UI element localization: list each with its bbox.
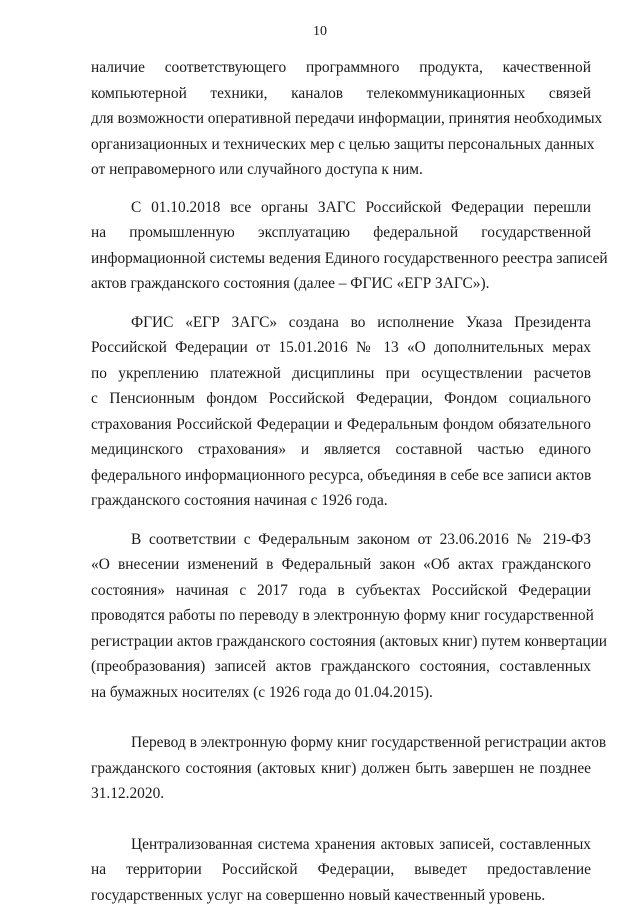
text-line: медицинского страхования» и является составной частью единого	[91, 437, 591, 463]
text-line: регистрации актов гражданского состояния (актовых книг) путем конвертации	[91, 629, 591, 655]
text-line: для возможности оперативной передачи информации, принятия необходимых	[91, 106, 591, 132]
text-line: гражданского состояния (актовых книг) должен быть завершен не позднее	[91, 756, 591, 782]
text-line: Перевод в электронную форму книг государственной регистрации актов	[91, 730, 591, 756]
text-line: на промышленную эксплуатацию федеральной государственной	[91, 220, 591, 246]
text-line: с Пенсионным фондом Российской Федерации, Фондом социального	[91, 386, 591, 412]
text-line: от неправомерного или случайного доступа к ним.	[91, 157, 591, 183]
text-line: наличие соответствующего программного продукта, качественной	[91, 55, 591, 81]
text-line: федерального информационного ресурса, объединяя в себе все записи актов	[91, 463, 591, 489]
text-line: государственных услуг на совершенно новый качественный уровень.	[91, 883, 591, 908]
text-line: ФГИС «ЕГР ЗАГС» создана во исполнение Указа Президента	[91, 310, 591, 336]
text-line: состояния» начиная с 2017 года в субъектах Российской Федерации	[91, 578, 591, 604]
text-line: Централизованная система хранения актовых записей, составленных	[91, 832, 591, 858]
paragraph-6	[91, 832, 591, 908]
text-line: компьютерной техники, каналов телекоммуникационных связей	[91, 81, 591, 107]
text-line: на территории Российской Федерации, выведет предоставление	[91, 857, 591, 883]
text-line: Российской Федерации от 15.01.2016 № 13 «О дополнительных мерах	[91, 335, 591, 361]
paragraph-5	[91, 730, 591, 807]
text-line: гражданского состояния начиная с 1926 года.	[91, 488, 591, 514]
text-line: организационных и технических мер с целью защиты персональных данных	[91, 132, 591, 158]
text-line: В соответствии с Федеральным законом от 23.06.2016 № 219-ФЗ	[91, 527, 591, 553]
text-line: по укреплению платежной дисциплины при осуществлении расчетов	[91, 361, 591, 387]
text-line: 31.12.2020.	[91, 781, 591, 807]
text-line: «О внесении изменений в Федеральный закон «Об актах гражданского	[91, 552, 591, 578]
paragraph-1	[91, 55, 591, 183]
paragraph-4	[91, 527, 591, 706]
text-line: актов гражданского состояния (далее – ФГИС «ЕГР ЗАГС»).	[91, 271, 591, 297]
text-line: проводятся работы по переводу в электронную форму книг государственной	[91, 603, 591, 629]
paragraph-2	[91, 195, 591, 297]
document-body	[91, 55, 591, 908]
text-line: страхования Российской Федерации и Федеральным фондом обязательного	[91, 412, 591, 438]
text-line: (преобразования) записей актов гражданского состояния, составленных	[91, 654, 591, 680]
text-line: информационной системы ведения Единого государственного реестра записей	[91, 246, 591, 272]
page-number: 10	[0, 24, 640, 40]
text-line: С 01.10.2018 все органы ЗАГС Российской Федерации перешли	[91, 195, 591, 221]
text-line: на бумажных носителях (с 1926 года до 01.04.2015).	[91, 680, 591, 706]
paragraph-3	[91, 310, 591, 514]
